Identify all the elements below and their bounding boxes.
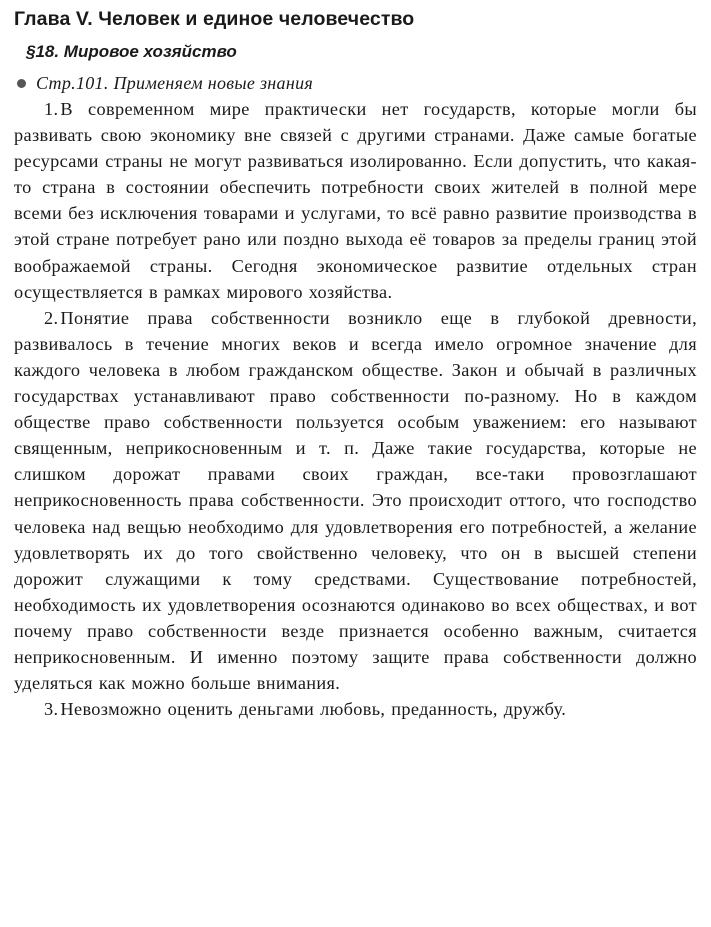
chapter-title: Глава V. Человек и единое человечество (14, 8, 415, 30)
answer-paragraph-3 (14, 696, 697, 722)
answer-paragraph-1 (14, 96, 697, 305)
answer-text: Понятие права собственности возникло еще в глубокой древности, развивалось в течение многих веков и всегда имело огромное значение для каждого человека в любом гражданском обществе. Закон и обычай в различных государствах устанавливают право собственности по-разному. Но в каждом обществе право собственности пользуется особым уважением: его называют священным, неприкосновенным и т. п. Даже такие государства, которые не слишком дорожат правами своих граждан, все-таки провозглашают неприкосновенность права собственности. Это происходит оттого, что господство человека над вещью необходимо для удовлетворения его потребностей, а желание удовлетворять их до того свойственно человеку, что он в высшей степени дорожит служащими к тому средствами. Существование потребностей, необходимость их удовлетворения осознаются одинаково во всех обществах, и вот почему право собственности везде признается особенно важным, считается неприкосновенным. И именно поэтому защите права собственности должно уделяться как можно больше внимания. (14, 307, 697, 694)
answer-paragraph-2 (14, 305, 697, 696)
answer-text: Невозможно оценить деньгами любовь, преданность, дружбу. (60, 699, 567, 720)
answer-number: 1. (44, 99, 59, 119)
section-title: §18. Мировое хозяйство (26, 42, 237, 61)
task-heading (14, 72, 697, 94)
answer-number: 3. (44, 699, 59, 720)
bullet-icon (17, 79, 26, 88)
answer-number: 2. (44, 307, 59, 328)
answer-text: В современном мире практически нет государств, которые могли бы развивать свою экономику вне связей с другими странами. Даже самые богатые ресурсами страны не могут развиваться изолированно. Если допустить, что какая-то страна в состоянии обеспечить потребности своих жителей в полной мере всеми без исключения товарами и услугами, то всё равно развитие производства в этой стране потребует рано или поздно выхода её товаров за пределы границ этой воображаемой страны. Сегодня экономическое развитие отдельных стран осуществляется в рамках мирового хозяйства. (14, 99, 697, 302)
task-heading-text: Стр.101. Применяем новые знания (36, 73, 314, 93)
